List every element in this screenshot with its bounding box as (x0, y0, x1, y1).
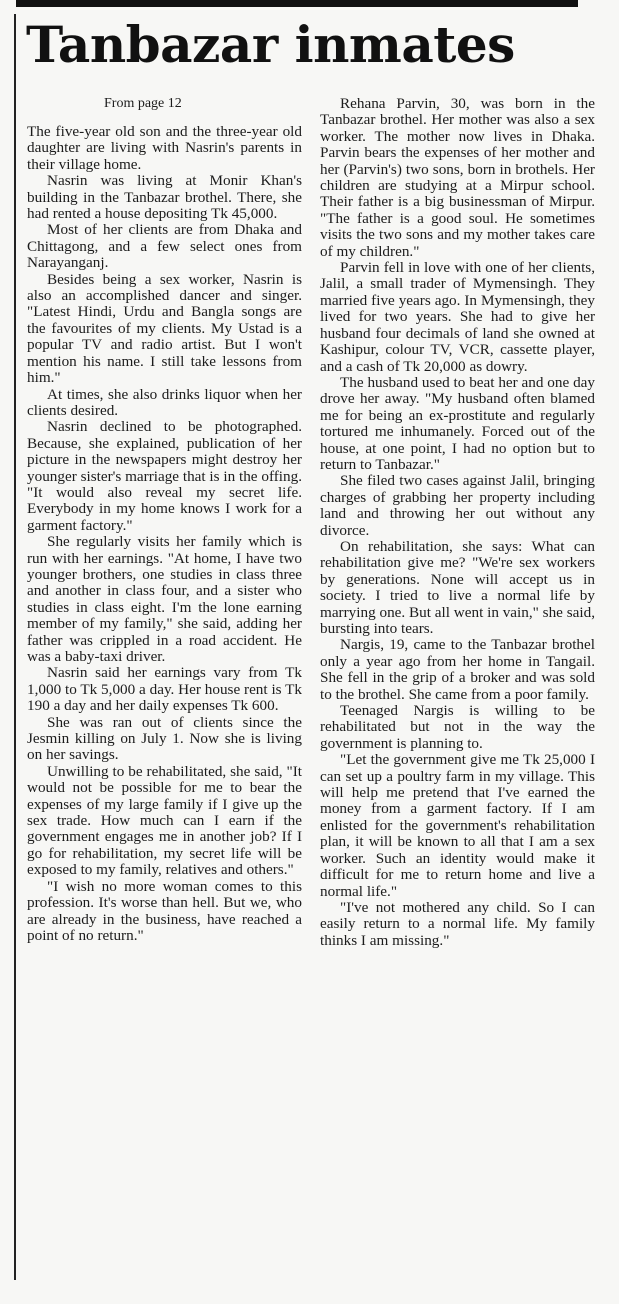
column-border (14, 14, 16, 1280)
paragraph: Nargis, 19, came to the Tanbazar brothel only a year ago from her home in Tangail. She fell in the grip of a broker and was sold to the brothel. She came from a poor family. (320, 636, 595, 703)
paragraph: Nasrin said her earnings vary from Tk 1,000 to Tk 5,000 a day. Her house rent is Tk 190 a day and her daily expenses Tk 600. (27, 664, 302, 715)
paragraph: She regularly visits her family which is run with her earnings. "At home, I have two younger brothers, one studies in class three and another in class four, and a sister who studies in class eight. I'm the lone earning member of my family," she said, adding her father was crippled in a road accident. He was a baby-taxi driver. (27, 533, 302, 665)
article-column-right (320, 96, 595, 949)
headline: Tanbazar inmates (26, 15, 515, 74)
paragraph: She was ran out of clients since the Jesmin killing on July 1. Now she is living on her savings. (27, 713, 302, 764)
paragraph: "I've not mothered any child. So I can easily return to a normal life. My family thinks I am missing." (320, 898, 595, 949)
paragraph: Unwilling to be rehabilitated, she said, "It would not be possible for me to bear the expenses of my large family if I give up the sex trade. How much can I earn if the government engages me in another job? If I go for rehabilitation, my secret life will be exposed to my family, relatives and others." (27, 762, 302, 879)
paragraph: Teenaged Nargis is willing to be rehabilitated but not in the way the government is planning to. (320, 702, 595, 752)
paragraph: Nasrin was living at Monir Khan's building in the Tanbazar brothel. There, she had rented a house depositing Tk 45,000. (27, 172, 302, 223)
paragraph: The husband used to beat her and one day drove her away. "My husband often blamed me for being an ex-prostitute and regularly tortured me inhumanely. Forced out of the house, at one point, I had no option but to return to Tanbazar." (320, 373, 595, 473)
paragraph: Nasrin declined to be photographed. Because, she explained, publication of her picture in the newspapers might destroy her younger sister's marriage that is in the offing. "It would also reveal my secret life. Everybody in my home knows I work for a garment factory." (27, 418, 302, 534)
paragraph: Besides being a sex worker, Nasrin is also an accomplished dancer and singer. "Latest Hindi, Urdu and Bangla songs are the favourites of my clients. My Ustad is a popular TV and radio artist. But I won't mention his name. I still take lessons from him." (27, 270, 302, 387)
top-rule (16, 0, 578, 7)
paragraph: "I wish no more woman comes to this profession. It's worse than hell. But we, who are already in the business, have reached a point of no return." (27, 877, 302, 944)
paragraph: The five-year old son and the three-year old daughter are living with Nasrin's parents in their village home. (27, 123, 302, 173)
paragraph: On rehabilitation, she says: What can rehabilitation give me? "We're sex workers by generations. None will accept us in society. I tried to live a normal life by marrying one. But all went in vain," she said, bursting into tears. (320, 537, 595, 637)
paragraph: Parvin fell in love with one of her clients, Jalil, a small trader of Mymensingh. They married five years ago. In Mymensingh, they lived for two years. She had to give her husband four decimals of land she owned at Kashipur, colour TV, VCR, cassette player, and a cash of Tk 20,000 as dowry. (320, 259, 595, 375)
paragraph: She filed two cases against Jalil, bringing charges of grabbing her property including land and throwing her out without any divorce. (320, 472, 595, 539)
paragraph: At times, she also drinks liquor when her clients desired. (27, 385, 302, 419)
article-column-left (27, 96, 302, 944)
paragraph: Rehana Parvin, 30, was born in the Tanbazar brothel. Her mother was also a sex worker. The mother now lives in Dhaka. Parvin bears the expenses of her mother and her (Parvin's) two sons, born in brothels. Her children are studying at a Mirpur school. Their father is a big businessman of Mirpur. "The father is a good soul. He sometimes visits the two sons and my mother takes care of my children." (320, 95, 595, 260)
paragraph: "Let the government give me Tk 25,000 I can set up a poultry farm in my village. This will help me pretend that I've earned the money from a garment factory. If I am enlisted for the government's rehabilitation plan, it will be known to all that I am a sex worker. Such an identity would make it difficult for me to return home and live a normal life." (320, 751, 595, 900)
continuation-line: From page 12 (104, 96, 182, 111)
paragraph: Most of her clients are from Dhaka and Chittagong, and a few select ones from Narayanganj. (27, 221, 302, 272)
